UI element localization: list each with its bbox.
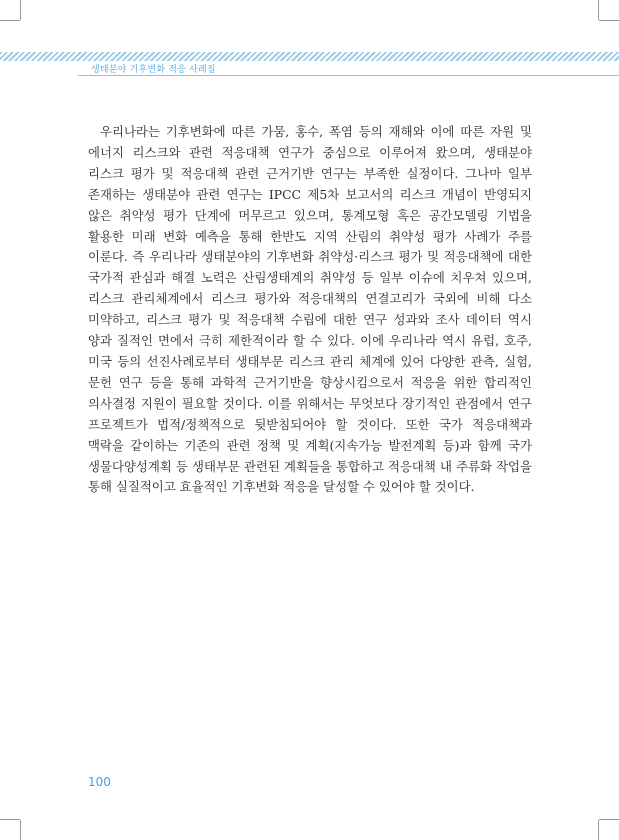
crop-mark-top-right-h <box>599 20 619 21</box>
header-stripe-band <box>0 52 619 61</box>
page-number: 100 <box>88 775 111 789</box>
crop-mark-bottom-left-h <box>0 819 20 820</box>
header-rule <box>78 75 619 76</box>
running-head: 생태분야 기후변화 적응 사례집 <box>91 65 216 75</box>
crop-mark-top-right-v <box>598 0 599 20</box>
crop-mark-bottom-left-v <box>20 820 21 840</box>
crop-mark-bottom-right-v <box>598 820 599 840</box>
crop-mark-top-left-v <box>20 0 21 20</box>
crop-mark-top-left-h <box>0 20 20 21</box>
body-paragraph: 우리나라는 기후변화에 따른 가뭄, 홍수, 폭염 등의 재해와 이에 따른 자원 및 에너지 리스크와 관련 적응대책 연구가 중심으로 이루어져 왔으며, 생태분야 리스크 평가 및 적응대책 관련 근거기반 연구는 부족한 실정이다. 그나마 일부 존재하는 생태분야 관련 연구는 IPCC 제5차 보고서의 리스크 개념이 반영되지 않은 취약성 평가 단계에 머무르고 있으며, 통계모형 혹은 공간모델링 기법을 활용한 미래 변화 예측을 통해 한반도 지역 산림의 취약성 평가 사례가 주를 이룬다. 즉 우리나라 생태분야의 기후변화 취약성·리스크 평가 및 적응대책에 대한 국가적 관심과 해결 노력은 산림생태계의 취약성 등 일부 이슈에 치우쳐 있으며, 리스크 관리체계에서 리스크 평가와 적응대책의 연결고리가 국외에 비해 다소 미약하고, 리스크 평가 및 적응대책 수립에 대한 연구 성과와 조사 데이터 역시 양과 질적인 면에서 극히 제한적이라 할 수 있다. 이에 우리나라 역시 유럽, 호주, 미국 등의 선진사례로부터 생태부문 리스크 관리 체계에 있어 다양한 관측, 실험, 문헌 연구 등을 통해 과학적 근거기반을 향상시킴으로서 적응을 위한 합리적인 의사결정 지원이 필요할 것이다. 이를 위해서는 무엇보다 장기적인 관점에서 연구 프로젝트가 법적/정책적으로 뒷받침되어야 할 것이다. 또한 국가 적응대책과 맥락을 같이하는 기존의 관련 정책 및 계획(지속가능 발전계획 등)과 함께 국가 생물다양성계획 등 생태부문 관련된 계획들을 통합하고 적응대책 내 주류화 작업을 통해 실질적이고 효율적인 기후변화 적응을 달성할 수 있어야 할 것이다. <box>88 124 532 495</box>
crop-mark-bottom-right-h <box>599 819 619 820</box>
